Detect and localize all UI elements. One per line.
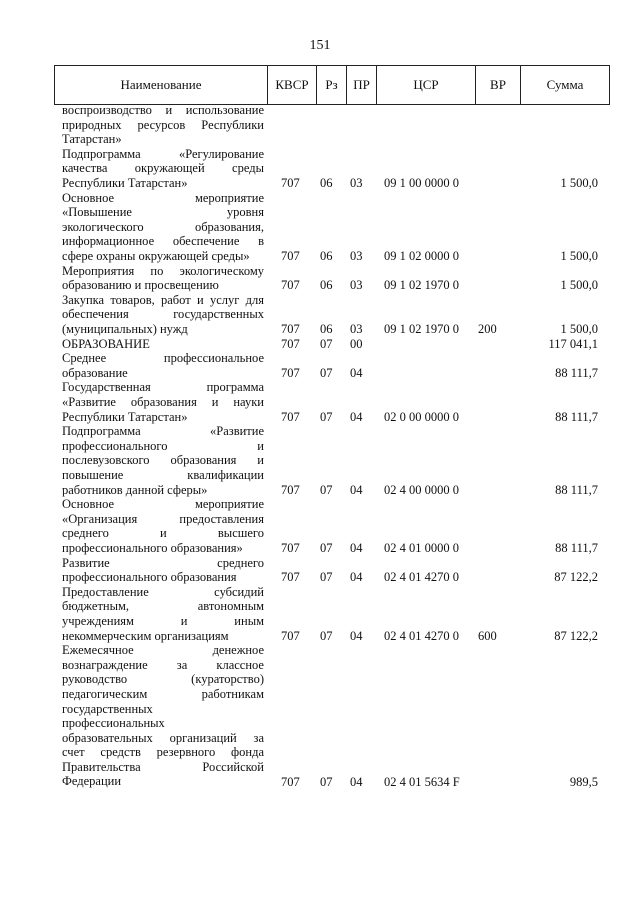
col-header-rz: Рз [316,66,346,104]
row-name-line: природных ресурсов Республики [62,117,264,132]
cell-sum: 1 500,0 [560,278,598,293]
row-name-line: Государственная программа [62,380,264,395]
cell-sum: 1 500,0 [560,321,598,336]
row-name-line: учреждениям и иным [62,613,264,628]
cell-kvsr: 707 [281,482,300,497]
row-name [62,293,264,337]
row-name-line: Татарстан» [62,132,122,147]
row-name-line: Подпрограмма «Регулирование [62,146,264,161]
row-name-line: ОБРАЗОВАНИЕ [62,336,150,351]
cell-sum: 989,5 [569,774,598,789]
row-name-line: образовательных организаций за [62,730,264,745]
row-name-line: профессионального образования [62,570,237,585]
row-name-line: послевузовского образования и [62,453,264,468]
row-name-line: Основное мероприятие [62,190,264,205]
cell-pr: 04 [350,774,363,789]
row-name [62,191,264,264]
row-name [62,556,264,585]
page-number: 151 [309,38,331,53]
table-row [0,380,640,424]
cell-pr: 04 [350,570,363,585]
col-header-pr: ПР [346,66,376,104]
row-name-line: Правительства Российской [62,759,264,774]
row-name-line: счет средств резервного фонда [62,745,264,760]
cell-sum: 87 122,2 [554,570,598,585]
cell-kvsr: 707 [281,409,300,424]
row-name-line: Предоставление субсидий [62,584,264,599]
row-name-line: информационное обеспечение в [62,234,264,249]
row-name-line: бюджетным, автономным [62,599,264,614]
row-name-line: некоммерческим организациям [62,628,229,643]
cell-rz: 07 [320,540,333,555]
cell-csr: 02 0 00 0000 0 [384,409,459,424]
row-name-line: Основное мероприятие [62,497,264,512]
table-body [0,103,640,789]
row-name-line: повышение квалификации [62,467,264,482]
cell-sum: 87 122,2 [554,628,598,643]
cell-pr: 04 [350,482,363,497]
cell-pr: 04 [350,365,363,380]
row-name [62,643,264,789]
row-name-line: образование [62,365,128,380]
cell-pr: 04 [350,540,363,555]
cell-rz: 06 [320,278,333,293]
row-name-line: педагогическим работникам [62,686,264,701]
row-name [62,264,264,293]
table-header [54,65,610,105]
cell-sum: 88 111,7 [555,409,598,424]
cell-rz: 07 [320,570,333,585]
cell-sum: 117 041,1 [548,336,598,351]
row-name [62,380,264,424]
cell-sum: 88 111,7 [555,365,598,380]
cell-rz: 07 [320,774,333,789]
cell-kvsr: 707 [281,249,300,263]
row-name [62,147,264,191]
cell-kvsr: 707 [281,336,300,351]
row-name [62,497,264,555]
col-header-name: Наименование [54,66,267,104]
row-name-line: «Повышение уровня [62,205,264,220]
table-row [0,191,640,264]
cell-vr: 200 [478,321,497,336]
row-name-line: Развитие среднего [62,555,264,570]
cell-kvsr: 707 [281,176,300,190]
cell-csr: 02 4 01 5634 F [384,774,460,789]
row-name-line: профессиональных [62,716,165,731]
row-name-line: Ежемесячное денежное [62,643,264,658]
cell-kvsr: 707 [281,365,300,380]
row-name-line: Мероприятия по экологическому [62,263,264,278]
row-name-line: Закупка товаров, работ и услуг для [62,292,264,307]
cell-rz: 06 [320,249,333,263]
cell-kvsr: 707 [281,774,300,789]
col-header-csr: ЦСР [376,66,475,104]
row-name-line: руководство (кураторство) [62,672,264,687]
cell-kvsr: 707 [281,540,300,555]
col-header-vr: ВР [475,66,520,104]
table-row [0,264,640,293]
row-name [62,351,264,380]
row-name-line: качества окружающей среды [62,161,264,176]
row-name-line: вознаграждение за классное [62,657,264,672]
cell-pr: 00 [350,336,363,351]
cell-vr: 600 [478,628,497,643]
cell-sum: 88 111,7 [555,482,598,497]
table-row [0,351,640,380]
row-name-line: образованию и просвещению [62,278,219,293]
row-name-line: работников данной сферы» [62,482,208,497]
row-name-line: Подпрограмма «Развитие [62,424,264,439]
cell-kvsr: 707 [281,278,300,293]
row-name-line: сфере охраны окружающей среды» [62,248,250,263]
col-header-kvsr: КВСР [267,66,316,104]
cell-kvsr: 707 [281,570,300,585]
cell-pr: 03 [350,249,363,263]
cell-rz: 07 [320,336,333,351]
row-name-line: профессионального и [62,438,264,453]
row-name-line: «Развитие образования и науки [62,394,264,409]
row-name [62,424,264,497]
cell-csr: 09 1 02 1970 0 [384,278,459,293]
cell-pr: 04 [350,409,363,424]
row-name-line: Республики Татарстан» [62,409,188,424]
cell-pr: 03 [350,321,363,336]
cell-rz: 07 [320,482,333,497]
cell-csr: 02 4 01 0000 0 [384,540,459,555]
cell-csr: 09 1 00 0000 0 [384,176,459,190]
row-name-line: обеспечения государственных [62,307,264,322]
table-row [0,103,640,147]
row-name [62,585,264,643]
row-name-line: среднего и высшего [62,526,264,541]
cell-pr: 03 [350,176,363,190]
cell-sum: 1 500,0 [560,176,598,190]
row-name-line: «Организация предоставления [62,511,264,526]
cell-rz: 07 [320,365,333,380]
table-row [0,643,640,789]
cell-rz: 06 [320,176,333,190]
cell-rz: 06 [320,321,333,336]
row-name-line: (муниципальных) нужд [62,321,188,336]
cell-rz: 07 [320,409,333,424]
row-name-line: профессионального образования» [62,540,243,555]
table-row [0,293,640,337]
table-row [0,147,640,191]
col-header-sum: Сумма [520,66,610,104]
table-row [0,424,640,497]
cell-csr: 02 4 01 4270 0 [384,570,459,585]
row-name-line: Среднее профессиональное [62,351,264,366]
cell-pr: 04 [350,628,363,643]
table-row [0,497,640,555]
cell-csr: 02 4 01 4270 0 [384,628,459,643]
cell-sum: 1 500,0 [560,249,598,263]
cell-rz: 07 [320,628,333,643]
cell-sum: 88 111,7 [555,540,598,555]
cell-kvsr: 707 [281,628,300,643]
row-name-line: экологического образования, [62,219,264,234]
row-name-line: государственных [62,701,153,716]
row-name [62,337,264,352]
cell-csr: 09 1 02 0000 0 [384,249,459,263]
row-name [62,103,264,147]
cell-pr: 03 [350,278,363,293]
table-row [0,585,640,643]
cell-csr: 09 1 02 1970 0 [384,321,459,336]
row-name-line: Республики Татарстан» [62,175,188,190]
row-name-line: воспроизводство и использование [62,103,264,117]
table-row [0,556,640,585]
cell-kvsr: 707 [281,321,300,336]
row-name-line: Федерации [62,774,122,789]
table-row [0,337,640,352]
cell-csr: 02 4 00 0000 0 [384,482,459,497]
